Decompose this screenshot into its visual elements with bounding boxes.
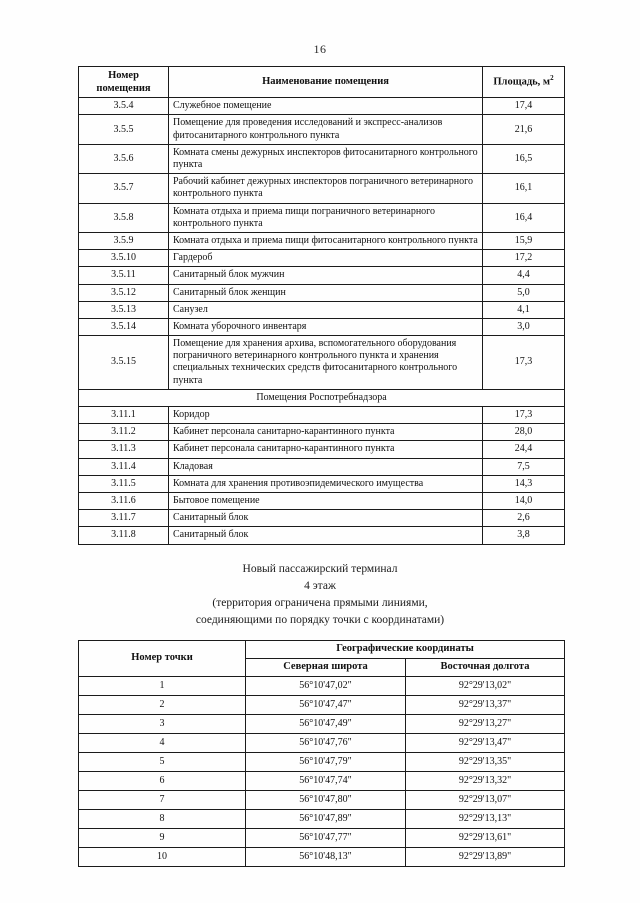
table-header-row-top bbox=[79, 641, 565, 659]
table-row bbox=[79, 492, 565, 509]
cell-room-number: 3.5.13 bbox=[79, 301, 169, 318]
table-row bbox=[79, 301, 565, 318]
cell-room-number: 3.5.15 bbox=[79, 336, 169, 390]
cell-room-number: 3.5.8 bbox=[79, 203, 169, 232]
cell-room-area: 14,0 bbox=[483, 492, 565, 509]
cell-room-name: Кладовая bbox=[169, 458, 483, 475]
page-number: 16 bbox=[313, 42, 327, 56]
cell-latitude: 56°10'47,74" bbox=[246, 771, 406, 790]
table-row bbox=[79, 676, 565, 695]
cell-room-number: 3.5.14 bbox=[79, 318, 169, 335]
table-row bbox=[79, 336, 565, 390]
cell-longitude: 92°29'13,37" bbox=[406, 695, 565, 714]
table-row bbox=[79, 144, 565, 173]
cell-room-number: 3.5.9 bbox=[79, 232, 169, 249]
column-header-room-number bbox=[79, 67, 169, 98]
cell-room-name: Санитарный блок женщин bbox=[169, 284, 483, 301]
cell-room-number: 3.5.12 bbox=[79, 284, 169, 301]
cell-room-number: 3.11.3 bbox=[79, 441, 169, 458]
cell-point-number: 5 bbox=[79, 752, 246, 771]
table-row bbox=[79, 809, 565, 828]
cell-latitude: 56°10'47,76" bbox=[246, 733, 406, 752]
cell-room-area: 17,2 bbox=[483, 250, 565, 267]
cell-latitude: 56°10'47,79" bbox=[246, 752, 406, 771]
section-label: Помещения Роспотребнадзора bbox=[79, 389, 565, 406]
cell-room-area: 16,1 bbox=[483, 174, 565, 203]
cell-room-name: Санитарный блок bbox=[169, 510, 483, 527]
cell-longitude: 92°29'13,27" bbox=[406, 714, 565, 733]
table-row bbox=[79, 284, 565, 301]
cell-room-area: 16,4 bbox=[483, 203, 565, 232]
cell-room-name: Санитарный блок bbox=[169, 527, 483, 544]
cell-room-name: Помещение для проведения исследований и экспресс-анализов фитосанитарного контрольного пункта bbox=[169, 115, 483, 144]
table-row bbox=[79, 714, 565, 733]
table-section-row bbox=[79, 389, 565, 406]
cell-room-name: Коридор bbox=[169, 407, 483, 424]
cell-room-number: 3.11.5 bbox=[79, 475, 169, 492]
cell-room-name: Комната отдыха и приема пищи пограничного ветеринарного контрольного пункта bbox=[169, 203, 483, 232]
cell-point-number: 8 bbox=[79, 809, 246, 828]
column-header-room-area bbox=[483, 67, 565, 98]
cell-room-area: 3,8 bbox=[483, 527, 565, 544]
table-row bbox=[79, 828, 565, 847]
cell-room-area: 4,1 bbox=[483, 301, 565, 318]
cell-longitude: 92°29'13,13" bbox=[406, 809, 565, 828]
cell-room-number: 3.11.1 bbox=[79, 407, 169, 424]
cell-room-number: 3.5.7 bbox=[79, 174, 169, 203]
cell-room-name: Комната смены дежурных инспекторов фитосанитарного контрольного пункта bbox=[169, 144, 483, 173]
table-row bbox=[79, 733, 565, 752]
column-header-room-area-text: Площадь, м bbox=[493, 76, 551, 88]
cell-room-area: 5,0 bbox=[483, 284, 565, 301]
cell-room-number: 3.11.2 bbox=[79, 424, 169, 441]
table-row bbox=[79, 790, 565, 809]
cell-point-number: 6 bbox=[79, 771, 246, 790]
cell-room-area: 2,6 bbox=[483, 510, 565, 527]
table-header-row bbox=[79, 67, 565, 98]
cell-room-area: 17,3 bbox=[483, 407, 565, 424]
table-row bbox=[79, 267, 565, 284]
cell-longitude: 92°29'13,07" bbox=[406, 790, 565, 809]
table-row bbox=[79, 424, 565, 441]
table-row bbox=[79, 847, 565, 866]
cell-room-name: Комната отдыха и приема пищи фитосанитарного контрольного пункта bbox=[169, 232, 483, 249]
rooms-table-header bbox=[79, 67, 565, 98]
cell-room-name: Комната для хранения противоэпидемического имущества bbox=[169, 475, 483, 492]
cell-latitude: 56°10'47,02" bbox=[246, 676, 406, 695]
cell-point-number: 2 bbox=[79, 695, 246, 714]
cell-room-area: 7,5 bbox=[483, 458, 565, 475]
cell-room-name: Рабочий кабинет дежурных инспекторов пограничного ветеринарного контрольного пункта bbox=[169, 174, 483, 203]
table-row bbox=[79, 174, 565, 203]
cell-point-number: 9 bbox=[79, 828, 246, 847]
cell-room-area: 4,4 bbox=[483, 267, 565, 284]
cell-room-name: Кабинет персонала санитарно-карантинного пункта bbox=[169, 441, 483, 458]
rooms-table bbox=[78, 66, 565, 545]
column-header-point-number: Номер точки bbox=[79, 641, 246, 677]
table-row bbox=[79, 407, 565, 424]
column-header-latitude: Северная широта bbox=[246, 658, 406, 676]
cell-point-number: 4 bbox=[79, 733, 246, 752]
cell-room-name: Санитарный блок мужчин bbox=[169, 267, 483, 284]
cell-room-area: 17,4 bbox=[483, 98, 565, 115]
cell-latitude: 56°10'47,80" bbox=[246, 790, 406, 809]
cell-longitude: 92°29'13,61" bbox=[406, 828, 565, 847]
cell-room-number: 3.11.6 bbox=[79, 492, 169, 509]
cell-room-number: 3.5.4 bbox=[79, 98, 169, 115]
cell-room-area: 16,5 bbox=[483, 144, 565, 173]
table-row bbox=[79, 115, 565, 144]
table-row bbox=[79, 318, 565, 335]
cell-room-area: 28,0 bbox=[483, 424, 565, 441]
cell-room-name: Комната уборочного инвентаря bbox=[169, 318, 483, 335]
caption-line-4: соединяющими по порядку точки с координатами) bbox=[195, 614, 445, 627]
cell-room-number: 3.5.11 bbox=[79, 267, 169, 284]
cell-room-area: 14,3 bbox=[483, 475, 565, 492]
cell-room-number: 3.5.6 bbox=[79, 144, 169, 173]
cell-longitude: 92°29'13,35" bbox=[406, 752, 565, 771]
table-row bbox=[79, 232, 565, 249]
cell-room-number: 3.5.5 bbox=[79, 115, 169, 144]
table-row bbox=[79, 98, 565, 115]
column-header-room-number-line2: помещения bbox=[96, 83, 151, 95]
superscript-two: 2 bbox=[550, 74, 554, 83]
caption-line-1: Новый пассажирский терминал bbox=[242, 563, 398, 575]
table-row bbox=[79, 250, 565, 267]
cell-room-name: Бытовое помещение bbox=[169, 492, 483, 509]
column-header-longitude: Восточная долгота bbox=[406, 658, 565, 676]
cell-room-area: 24,4 bbox=[483, 441, 565, 458]
cell-point-number: 3 bbox=[79, 714, 246, 733]
table-row bbox=[79, 695, 565, 714]
cell-room-area: 15,9 bbox=[483, 232, 565, 249]
table-row bbox=[79, 458, 565, 475]
cell-room-number: 3.5.10 bbox=[79, 250, 169, 267]
cell-room-name: Помещение для хранения архива, вспомогательного оборудования пограничного ветеринарного контрольного пункта и хранения специальных технических средств фитосанитарного контрольного пункта bbox=[169, 336, 483, 390]
table-row bbox=[79, 527, 565, 544]
table-row bbox=[79, 475, 565, 492]
column-header-room-number-line1: Номер bbox=[108, 70, 139, 81]
cell-longitude: 92°29'13,47" bbox=[406, 733, 565, 752]
coordinates-table-body bbox=[79, 676, 565, 866]
cell-room-number: 3.11.8 bbox=[79, 527, 169, 544]
cell-room-area: 3,0 bbox=[483, 318, 565, 335]
cell-room-name: Санузел bbox=[169, 301, 483, 318]
coordinates-table bbox=[78, 640, 565, 867]
caption-line-3: (территория ограничена прямыми линиями, bbox=[212, 597, 428, 610]
cell-point-number: 10 bbox=[79, 847, 246, 866]
table-row bbox=[79, 510, 565, 527]
table-row bbox=[79, 441, 565, 458]
cell-room-number: 3.11.7 bbox=[79, 510, 169, 527]
cell-room-name: Гардероб bbox=[169, 250, 483, 267]
column-header-room-name: Наименование помещения bbox=[169, 67, 483, 98]
table-row bbox=[79, 752, 565, 771]
caption-line-2: 4 этаж bbox=[304, 580, 336, 593]
cell-latitude: 56°10'47,49" bbox=[246, 714, 406, 733]
cell-longitude: 92°29'13,89" bbox=[406, 847, 565, 866]
coordinates-table-header bbox=[79, 641, 565, 677]
cell-longitude: 92°29'13,02" bbox=[406, 676, 565, 695]
cell-longitude: 92°29'13,32" bbox=[406, 771, 565, 790]
cell-room-area: 17,3 bbox=[483, 336, 565, 390]
rooms-table-body bbox=[79, 98, 565, 544]
column-header-geo-coordinates: Географические координаты bbox=[246, 641, 565, 659]
cell-latitude: 56°10'47,77" bbox=[246, 828, 406, 847]
cell-room-area: 21,6 bbox=[483, 115, 565, 144]
cell-room-name: Кабинет персонала санитарно-карантинного пункта bbox=[169, 424, 483, 441]
cell-latitude: 56°10'48,13" bbox=[246, 847, 406, 866]
table-row bbox=[79, 203, 565, 232]
cell-latitude: 56°10'47,47" bbox=[246, 695, 406, 714]
cell-latitude: 56°10'47,89" bbox=[246, 809, 406, 828]
cell-point-number: 7 bbox=[79, 790, 246, 809]
cell-room-number: 3.11.4 bbox=[79, 458, 169, 475]
terminal-caption bbox=[0, 561, 640, 629]
cell-room-name: Служебное помещение bbox=[169, 98, 483, 115]
cell-point-number: 1 bbox=[79, 676, 246, 695]
table-row bbox=[79, 771, 565, 790]
